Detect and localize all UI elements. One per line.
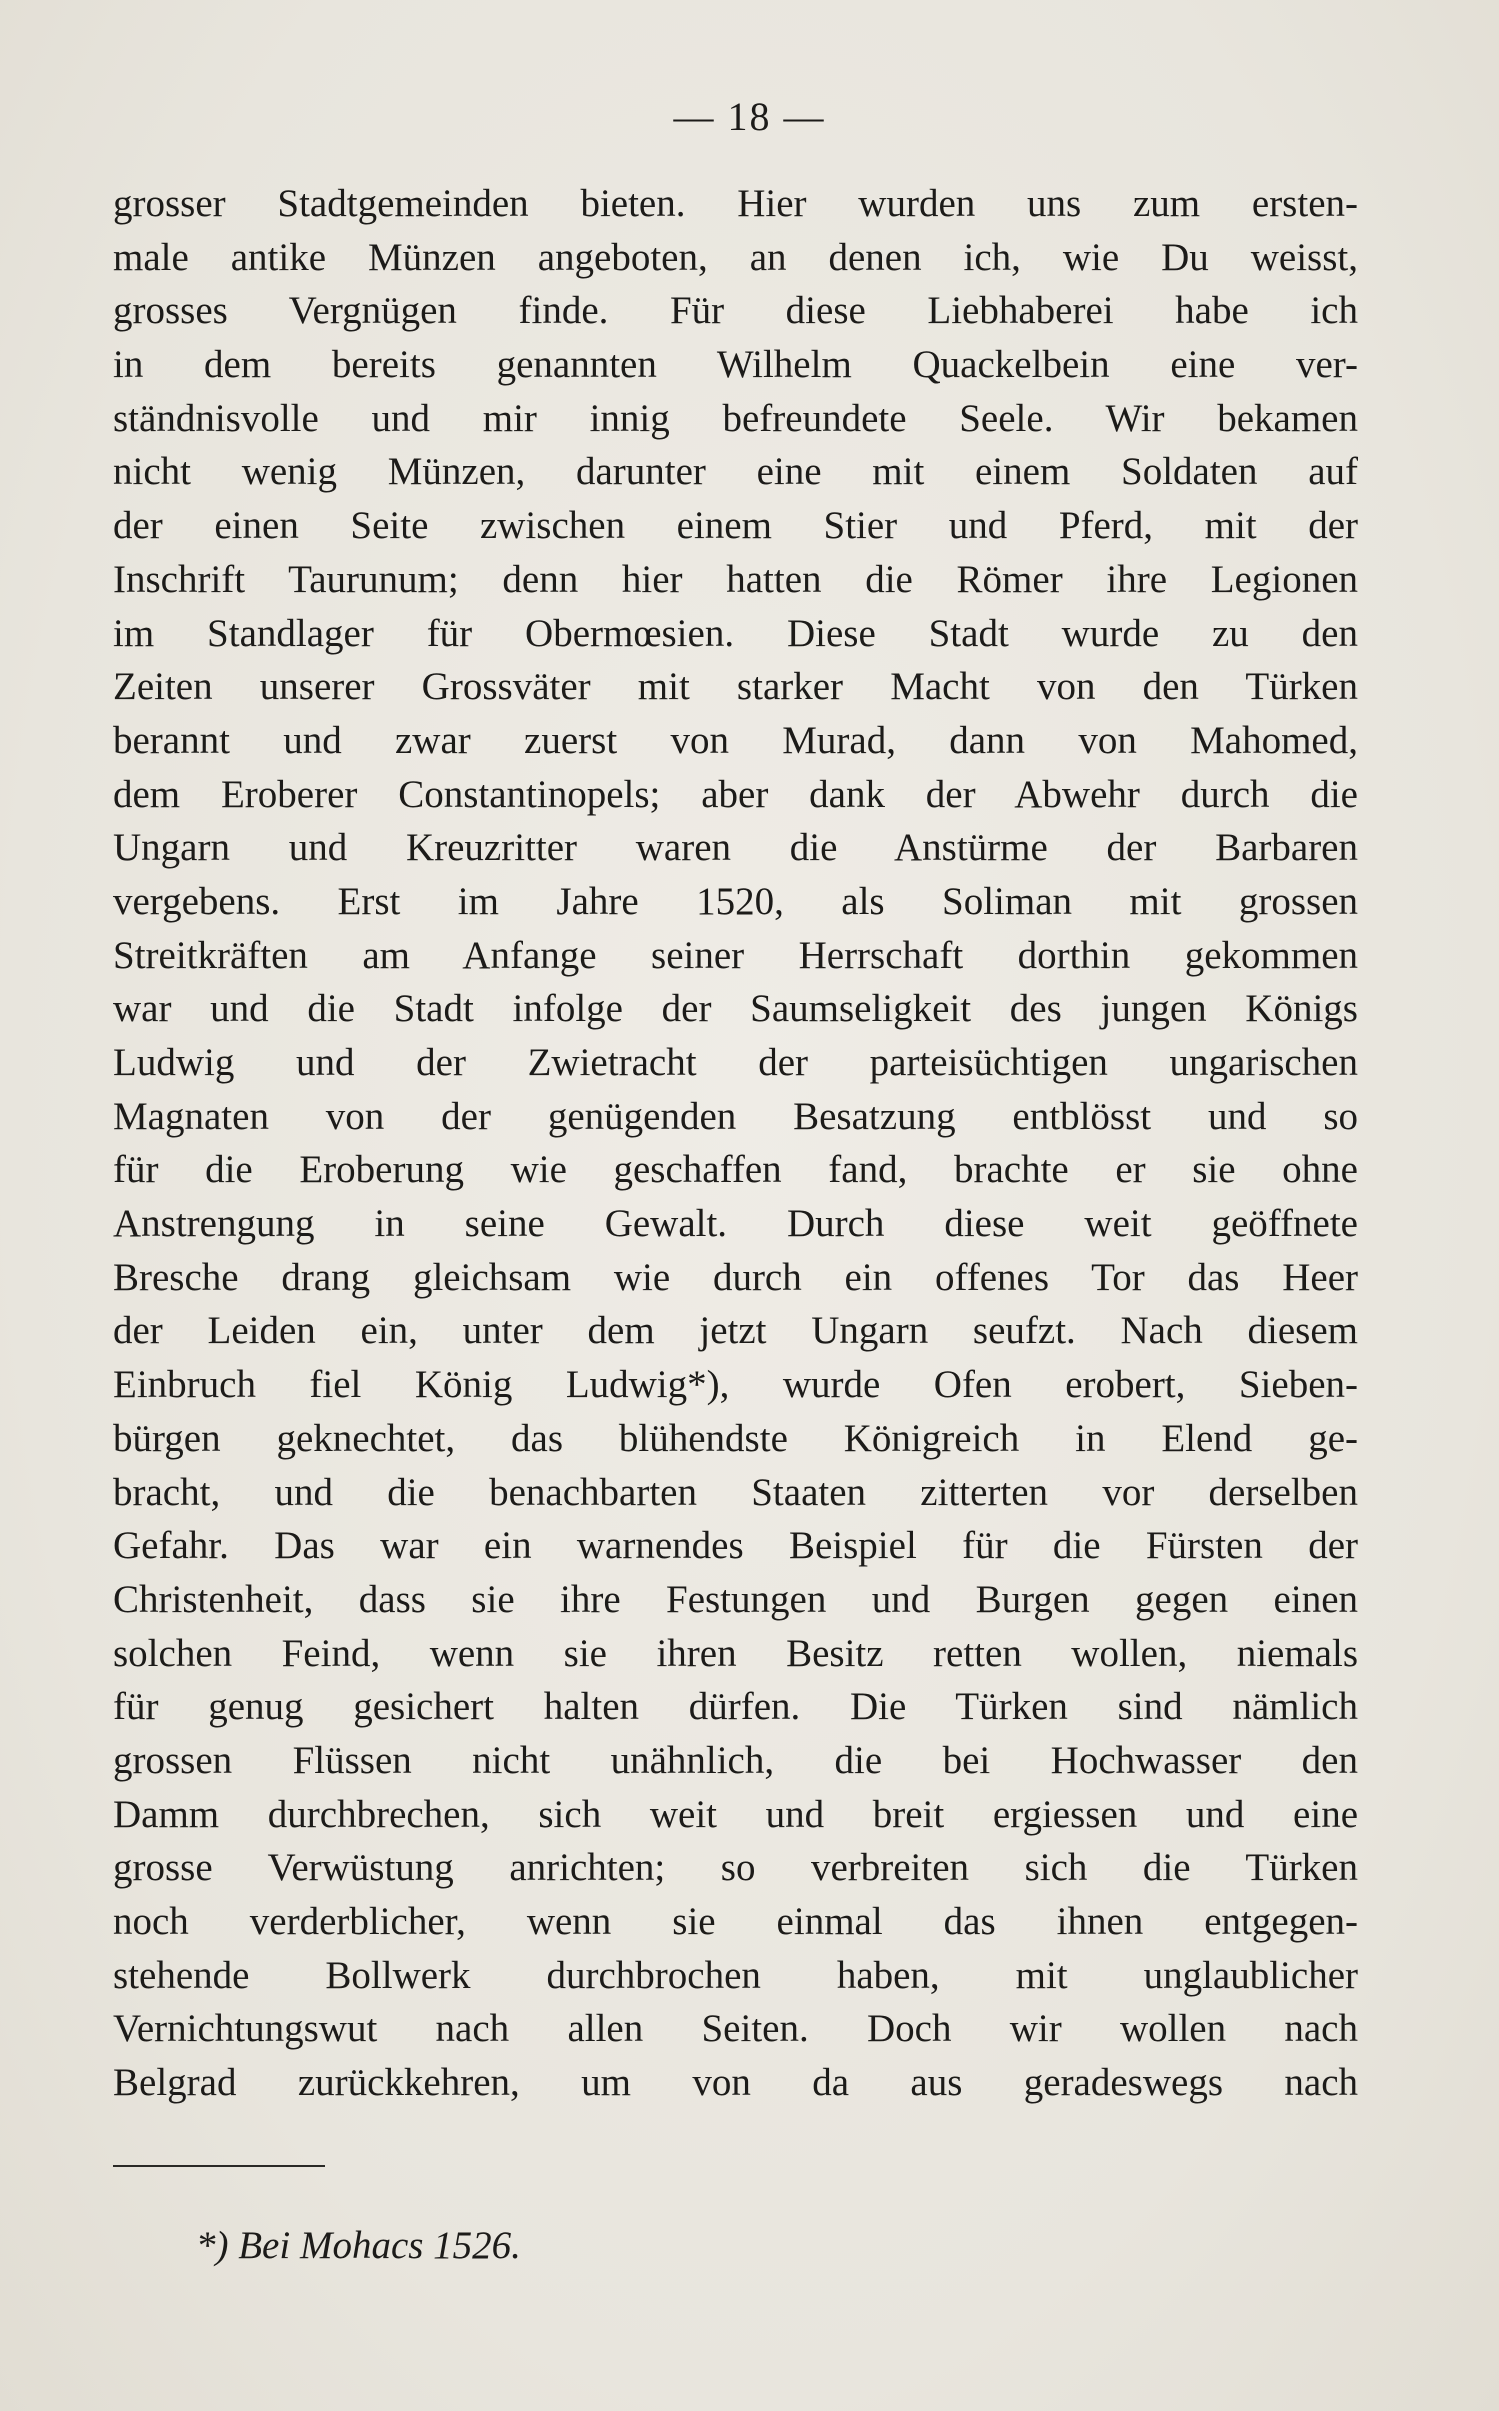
page-number: — 18 —	[673, 94, 826, 139]
text-line: berannt und zwar zuerst von Murad, dann von Mahomed,	[113, 718, 1358, 762]
text-line: Bresche drang gleichsam wie durch ein offenes Tor das Heer	[113, 1255, 1358, 1299]
text-line: der einen Seite zwischen einem Stier und Pferd, mit der	[113, 504, 1358, 548]
footnote-divider	[113, 2165, 325, 2167]
text-line: grosse Verwüstung anrichten; so verbreiten sich die Türken	[113, 1846, 1358, 1890]
text-line: in dem bereits genannten Wilhelm Quackelbein eine ver-	[113, 343, 1358, 387]
text-line: der Leiden ein, unter dem jetzt Ungarn seufzt. Nach diesem	[113, 1309, 1358, 1353]
footnote: *) Bei Mohacs 1526.	[196, 2224, 521, 2267]
text-line: male antike Münzen angeboten, an denen ich, wie Du weisst,	[113, 235, 1358, 279]
text-line: war und die Stadt infolge der Saumseligkeit des jungen Königs	[113, 987, 1358, 1031]
text-line: für genug gesichert halten dürfen. Die Türken sind nämlich	[113, 1685, 1358, 1729]
text-line: Damm durchbrechen, sich weit und breit ergiessen und eine	[113, 1792, 1358, 1836]
text-line: solchen Feind, wenn sie ihren Besitz retten wollen, niemals	[113, 1631, 1358, 1675]
text-line: Vernichtungswut nach allen Seiten. Doch wir wollen nach	[113, 2007, 1358, 2051]
text-line: Anstrengung in seine Gewalt. Durch diese weit geöffnete	[113, 1202, 1358, 1246]
text-line: Ludwig und der Zwietracht der parteisüchtigen ungarischen	[113, 1041, 1358, 1084]
text-line: dem Eroberer Constantinopels; aber dank der Abwehr durch die	[113, 772, 1358, 816]
text-line: für die Eroberung wie geschaffen fand, brachte er sie ohne	[113, 1148, 1358, 1192]
text-line: grossen Flüssen nicht unähnlich, die bei Hochwasser den	[113, 1738, 1358, 1782]
text-line: nicht wenig Münzen, darunter eine mit einem Soldaten auf	[113, 450, 1358, 494]
text-line: bracht, und die benachbarten Staaten zitterten vor derselben	[113, 1470, 1358, 1514]
text-line: Christenheit, dass sie ihre Festungen und Burgen gegen einen	[113, 1577, 1358, 1621]
text-line: ständnisvolle und mir innig befreundete Seele. Wir bekamen	[113, 396, 1358, 440]
body-text	[113, 177, 1358, 2110]
text-line: Streitkräften am Anfange seiner Herrschaft dorthin gekommen	[113, 933, 1358, 977]
text-line: grosser Stadtgemeinden bieten. Hier wurden uns zum ersten-	[113, 182, 1358, 225]
text-line: Zeiten unserer Grossväter mit starker Macht von den Türken	[113, 665, 1358, 709]
text-line: bürgen geknechtet, das blühendste Königreich in Elend ge-	[113, 1416, 1358, 1460]
text-line: noch verderblicher, wenn sie einmal das ihnen entgegen-	[113, 1900, 1358, 1943]
text-line: Inschrift Taurunum; denn hier hatten die Römer ihre Legionen	[113, 557, 1358, 601]
text-line: Belgrad zurückkehren, um von da aus geradeswegs nach	[113, 2061, 1358, 2105]
text-line: im Standlager für Obermœsien. Diese Stadt wurde zu den	[113, 611, 1358, 655]
text-line: Einbruch fiel König Ludwig*), wurde Ofen erobert, Sieben-	[113, 1363, 1358, 1407]
text-line: Gefahr. Das war ein warnendes Beispiel für die Fürsten der	[113, 1524, 1358, 1568]
text-line: Magnaten von der genügenden Besatzung entblösst und so	[113, 1094, 1358, 1138]
text-line: vergebens. Erst im Jahre 1520, als Soliman mit grossen	[113, 879, 1358, 923]
text-line: Ungarn und Kreuzritter waren die Anstürme der Barbaren	[113, 826, 1358, 870]
text-line: stehende Bollwerk durchbrochen haben, mit unglaublicher	[113, 1953, 1358, 1997]
text-line: grosses Vergnügen finde. Für diese Liebhaberei habe ich	[113, 289, 1358, 333]
